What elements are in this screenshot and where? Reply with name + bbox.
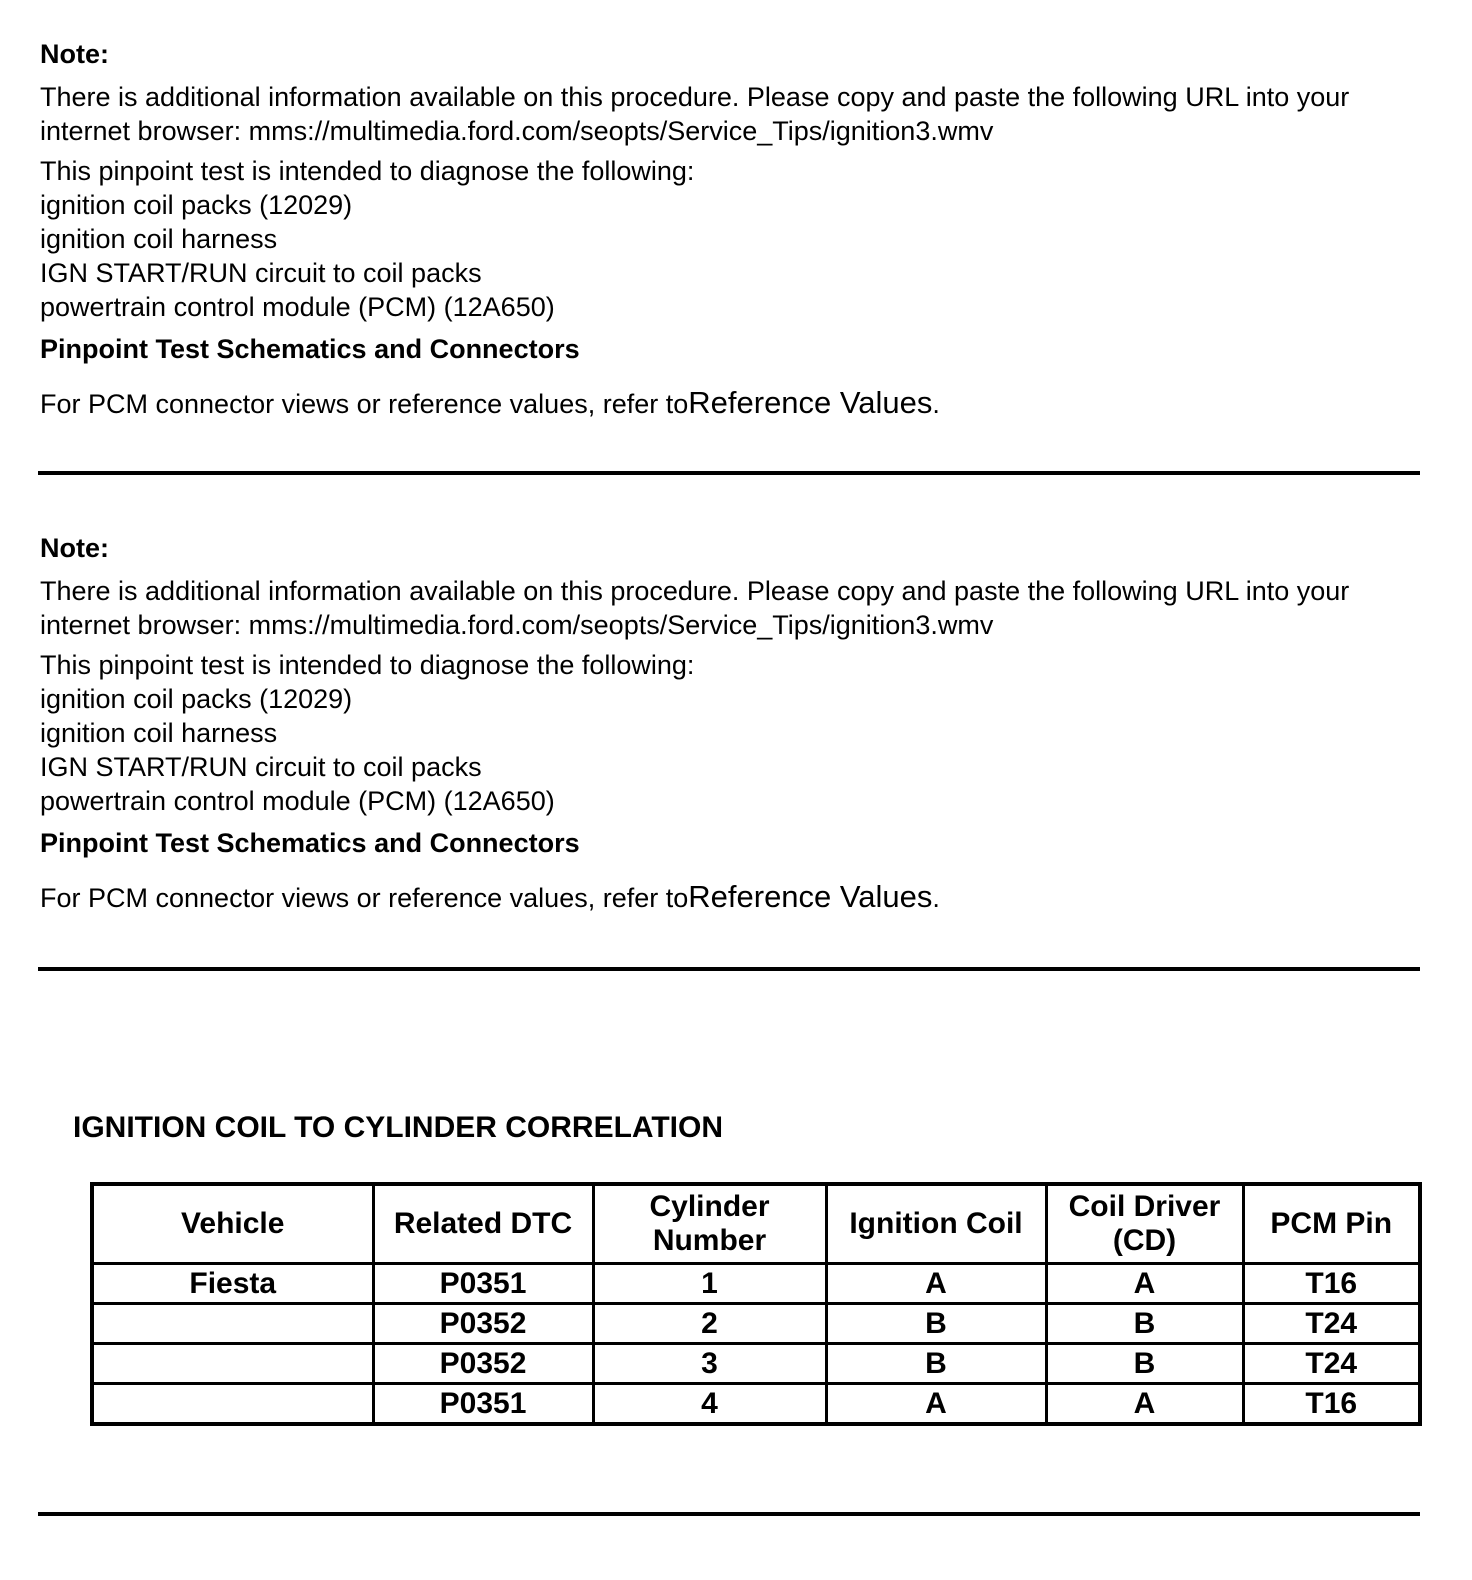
cell-vehicle <box>92 1384 373 1425</box>
cell-pcm-pin: T16 <box>1243 1384 1420 1425</box>
diagnose-item: IGN START/RUN circuit to coil packs <box>40 752 482 782</box>
section-divider <box>38 471 1420 475</box>
reference-prefix: For PCM connector views or reference values, refer to <box>40 389 689 419</box>
table-row <box>92 1264 1420 1304</box>
diagnose-item: IGN START/RUN circuit to coil packs <box>40 258 482 288</box>
cell-cylinder-number: 3 <box>593 1344 826 1384</box>
column-header-cylinder-number: Cylinder Number <box>593 1184 826 1264</box>
cell-cylinder-number: 4 <box>593 1384 826 1425</box>
table-row <box>92 1344 1420 1384</box>
table-row <box>92 1384 1420 1425</box>
cell-vehicle <box>92 1304 373 1344</box>
cell-pcm-pin: T24 <box>1243 1304 1420 1344</box>
cell-related-dtc: P0351 <box>373 1264 593 1304</box>
column-header-pcm-pin: PCM Pin <box>1243 1184 1420 1264</box>
section-divider <box>38 967 1420 971</box>
reference-suffix: . <box>932 389 940 419</box>
cell-vehicle <box>92 1344 373 1384</box>
column-header-coil-driver: Coil Driver (CD) <box>1046 1184 1243 1264</box>
cell-coil-driver: A <box>1046 1384 1243 1425</box>
table-title: IGNITION COIL TO CYLINDER CORRELATION <box>73 1111 724 1144</box>
note-label: Note: <box>40 39 109 69</box>
diagnose-item: ignition coil packs (12029) <box>40 190 353 220</box>
procedure-section-1 <box>40 38 1420 421</box>
diagnose-intro: This pinpoint test is intended to diagnose the following: <box>40 156 695 186</box>
cell-related-dtc: P0351 <box>373 1384 593 1425</box>
coil-cylinder-table <box>90 1182 1422 1426</box>
reference-prefix: For PCM connector views or reference values, refer to <box>40 883 689 913</box>
cell-related-dtc: P0352 <box>373 1304 593 1344</box>
note-label: Note: <box>40 533 109 563</box>
diagnose-item: ignition coil packs (12029) <box>40 684 353 714</box>
schematics-heading: Pinpoint Test Schematics and Connectors <box>40 334 580 364</box>
cell-coil-driver: B <box>1046 1304 1243 1344</box>
section-divider <box>38 1512 1420 1516</box>
reference-line <box>40 386 1420 421</box>
cell-coil-driver: A <box>1046 1264 1243 1304</box>
cell-ignition-coil: B <box>826 1304 1046 1344</box>
note-text: There is additional information available on this procedure. Please copy and paste the following URL into your internet browser: mms://multimedia.ford.com/seopts/Service_Tips/ignition3.wmv <box>40 82 1350 146</box>
table-header-row <box>92 1184 1420 1264</box>
diagnose-intro: This pinpoint test is intended to diagnose the following: <box>40 650 695 680</box>
column-header-vehicle: Vehicle <box>92 1184 373 1264</box>
cell-ignition-coil: B <box>826 1344 1046 1384</box>
cell-cylinder-number: 2 <box>593 1304 826 1344</box>
diagnose-item: ignition coil harness <box>40 718 278 748</box>
reference-suffix: . <box>932 883 940 913</box>
cell-vehicle: Fiesta <box>92 1264 373 1304</box>
reference-values-link[interactable]: Reference Values <box>688 879 933 914</box>
cell-pcm-pin: T16 <box>1243 1264 1420 1304</box>
reference-line <box>40 880 1420 915</box>
cell-coil-driver: B <box>1046 1344 1243 1384</box>
table-row <box>92 1304 1420 1344</box>
procedure-section-2 <box>40 532 1420 915</box>
cell-pcm-pin: T24 <box>1243 1344 1420 1384</box>
cell-related-dtc: P0352 <box>373 1344 593 1384</box>
schematics-heading: Pinpoint Test Schematics and Connectors <box>40 828 580 858</box>
note-text: There is additional information available on this procedure. Please copy and paste the following URL into your internet browser: mms://multimedia.ford.com/seopts/Service_Tips/ignition3.wmv <box>40 576 1350 640</box>
cell-ignition-coil: A <box>826 1384 1046 1425</box>
diagnose-item: ignition coil harness <box>40 224 278 254</box>
diagnose-item: powertrain control module (PCM) (12A650) <box>40 292 555 322</box>
cell-cylinder-number: 1 <box>593 1264 826 1304</box>
diagnose-item: powertrain control module (PCM) (12A650) <box>40 786 555 816</box>
reference-values-link[interactable]: Reference Values <box>688 385 933 420</box>
cell-ignition-coil: A <box>826 1264 1046 1304</box>
column-header-related-dtc: Related DTC <box>373 1184 593 1264</box>
column-header-ignition-coil: Ignition Coil <box>826 1184 1046 1264</box>
